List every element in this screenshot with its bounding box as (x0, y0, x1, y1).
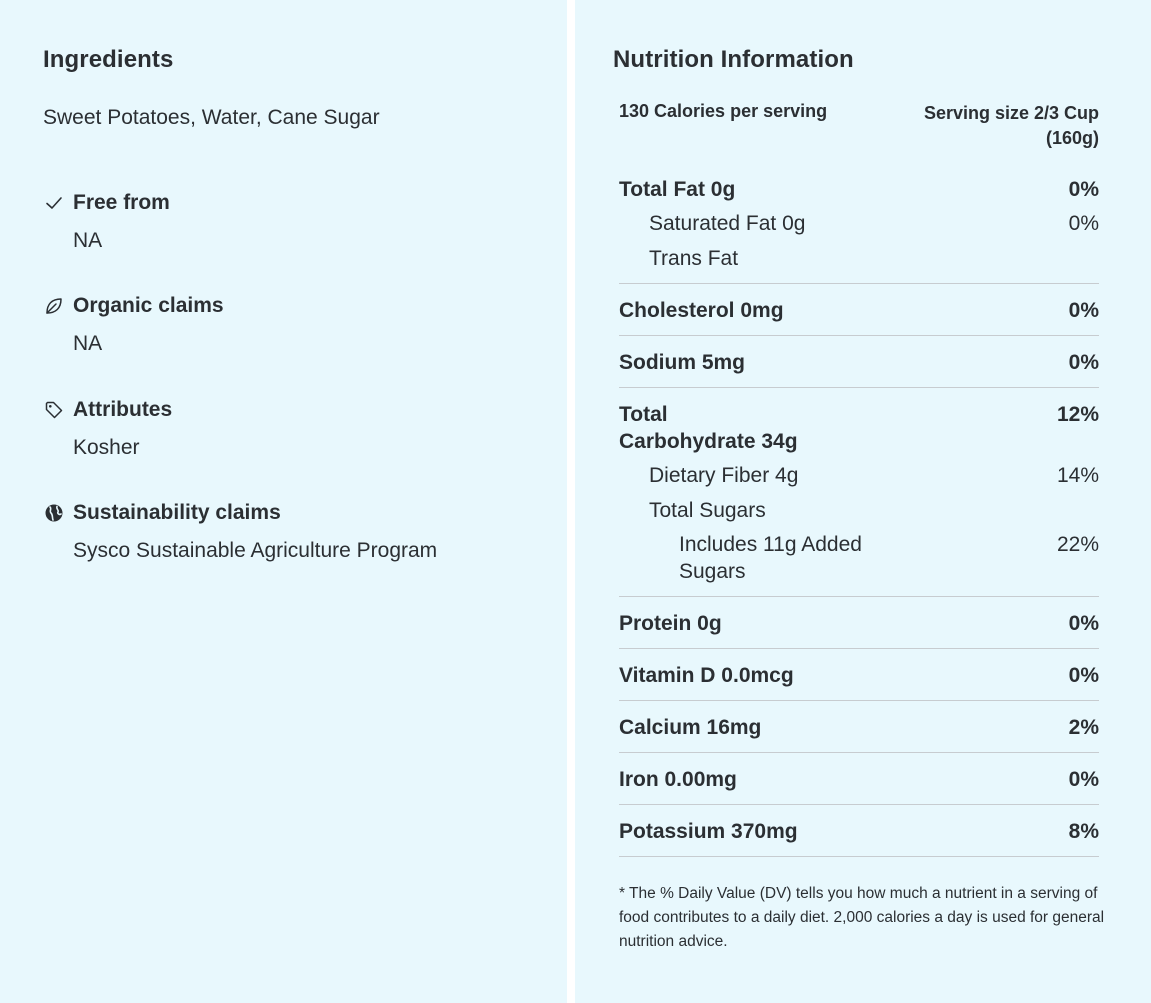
tag-icon (43, 399, 65, 421)
nutrient-label: Trans Fat (649, 247, 739, 270)
nutrient-label: Vitamin D 0.0mcg (619, 664, 794, 687)
nutrient-label: Calcium 16mg (619, 716, 762, 739)
row-divider (619, 596, 1099, 597)
nutrient-label-line1: Includes 11g Added (679, 533, 862, 556)
claim-value: NA (73, 332, 103, 355)
nutrient-percent: 12% (1056, 403, 1099, 426)
nutrient-label-line1: Total (619, 403, 668, 426)
nutrient-percent: 0% (1068, 212, 1099, 235)
nutrient-percent: 22% (1056, 533, 1099, 556)
serving-size (879, 101, 1099, 151)
claim-value: Sysco Sustainable Agriculture Program (73, 539, 438, 562)
row-divider (619, 856, 1099, 857)
calories-per-serving: 130 Calories per serving (619, 101, 828, 121)
nutrient-label: Iron 0.00mg (619, 768, 737, 791)
nutrient-label: Total Sugars (649, 499, 766, 522)
row-divider (619, 752, 1099, 753)
row-divider (619, 804, 1099, 805)
nutrient-label-line2: Carbohydrate 34g (619, 430, 798, 453)
nutrient-label-line2: Sugars (679, 560, 746, 583)
nutrient-label: Cholesterol 0mg (619, 299, 784, 322)
nutrient-label: Potassium 370mg (619, 820, 798, 843)
row-divider (619, 335, 1099, 336)
nutrient-percent: 14% (1056, 464, 1099, 487)
claim-organic (43, 292, 543, 356)
nutrient-percent: 0% (1068, 664, 1099, 687)
nutrient-percent: 0% (1068, 299, 1099, 322)
claim-attributes (43, 396, 543, 460)
claim-title: Free from (73, 191, 170, 214)
nutrient-percent: 0% (1068, 178, 1099, 201)
claim-title: Organic claims (73, 294, 224, 317)
row-divider (619, 283, 1099, 284)
nutrition-panel (575, 0, 1151, 1003)
ingredients-text: Sweet Potatoes, Water, Cane Sugar (43, 106, 380, 129)
nutrient-percent: 0% (1068, 768, 1099, 791)
row-divider (619, 387, 1099, 388)
nutrient-percent: 0% (1068, 351, 1099, 374)
claim-title: Attributes (73, 398, 173, 421)
ingredients-heading: Ingredients (43, 46, 174, 73)
nutrient-label (619, 401, 798, 455)
claim-sustainability (43, 499, 543, 563)
ingredients-panel (0, 0, 567, 1003)
nutrient-percent: 0% (1068, 612, 1099, 635)
nutrition-heading: Nutrition Information (613, 46, 854, 73)
nutrient-label: Protein 0g (619, 612, 722, 635)
row-divider (619, 700, 1099, 701)
checkmark-icon (43, 192, 65, 214)
nutrient-label: Total Fat 0g (619, 178, 736, 201)
claim-value: NA (73, 229, 103, 252)
claim-value: Kosher (73, 436, 140, 459)
nutrient-label: Dietary Fiber 4g (649, 464, 799, 487)
claim-title: Sustainability claims (73, 501, 281, 524)
nutrient-label: Sodium 5mg (619, 351, 746, 374)
daily-value-footnote: * The % Daily Value (DV) tells you how much a nutrient in a serving of food contributes to a daily diet. 2,000 calories a day is used for general nutrition advice. (619, 885, 1105, 950)
claim-free-from (43, 189, 543, 253)
row-divider (619, 648, 1099, 649)
serving-size-line2: (160g) (1045, 128, 1099, 148)
serving-size-line1: Serving size 2/3 Cup (923, 103, 1099, 123)
nutrient-percent: 2% (1068, 716, 1099, 739)
nutrient-percent: 8% (1068, 820, 1099, 843)
nutrient-label: Saturated Fat 0g (649, 212, 806, 235)
nutrient-label (679, 531, 909, 585)
leaf-icon (43, 295, 65, 317)
globe-icon (43, 502, 65, 524)
